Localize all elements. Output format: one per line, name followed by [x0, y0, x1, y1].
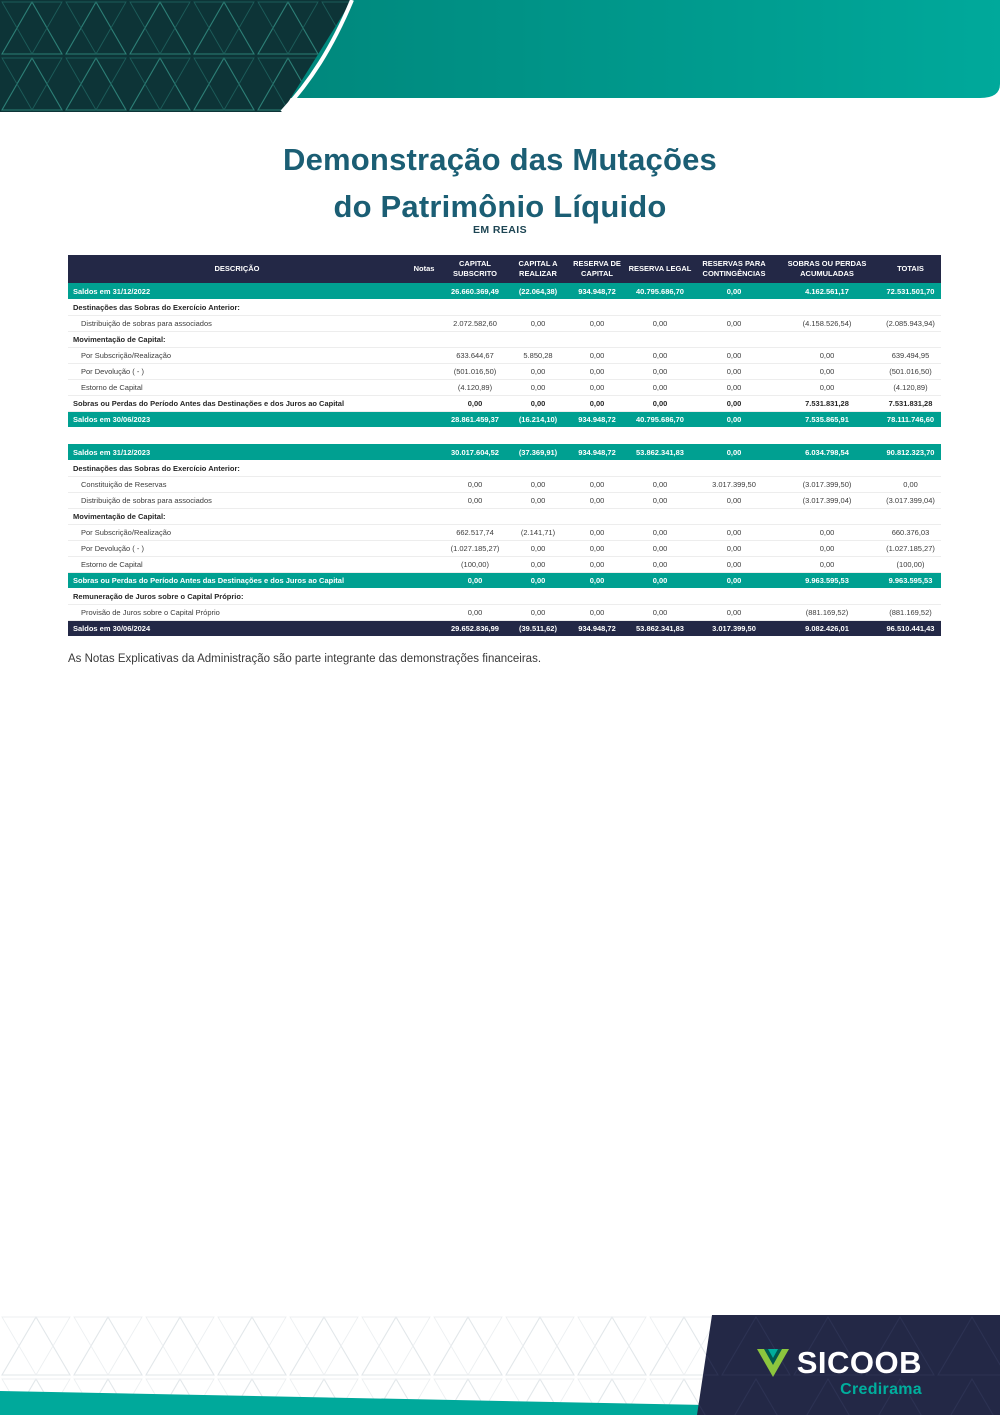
row-description: Por Devolução ( - ) — [81, 543, 144, 553]
value-cell: 53.862.341,83 — [626, 620, 694, 636]
table-row — [68, 315, 941, 331]
nota-cell — [406, 444, 442, 460]
value-cell: 660.376,03 — [891, 527, 930, 537]
value-cell: 0,00 — [530, 559, 546, 569]
value-cell: 29.652.836,99 — [442, 620, 508, 636]
page-title-line2: do Patrimônio Líquido — [333, 189, 667, 224]
value-cell: 0,00 — [530, 543, 546, 553]
value-cell: 0,00 — [819, 366, 835, 376]
sicoob-logo — [756, 1347, 922, 1399]
value-cell: 0,00 — [467, 479, 483, 489]
footer-decoration-band — [0, 1315, 1000, 1415]
nota-cell — [406, 299, 442, 315]
value-cell: 0,00 — [530, 607, 546, 617]
value-cell: 0,00 — [467, 398, 483, 408]
nota-cell — [406, 315, 442, 331]
value-cell: (4.158.526,54) — [802, 318, 852, 328]
value-cell: 28.861.459,37 — [442, 411, 508, 427]
value-cell: (39.511,62) — [508, 620, 568, 636]
value-cell: 0,00 — [819, 527, 835, 537]
value-cell: 0,00 — [530, 382, 546, 392]
row-description: Estorno de Capital — [81, 382, 143, 392]
nota-cell — [406, 556, 442, 572]
value-cell: 0,00 — [589, 543, 605, 553]
value-cell: (881.169,52) — [889, 607, 932, 617]
value-cell: (1.027.185,27) — [886, 543, 935, 553]
value-cell: 0,00 — [530, 495, 546, 505]
row-description: Saldos em 31/12/2023 — [68, 444, 406, 460]
table-row — [68, 444, 941, 460]
table-row — [68, 476, 941, 492]
value-cell: 633.644,67 — [456, 350, 494, 360]
value-cell: 7.535.865,91 — [774, 411, 880, 427]
value-cell: 3.017.399,50 — [712, 479, 756, 489]
value-cell — [694, 508, 774, 524]
value-cell: 0,00 — [589, 350, 605, 360]
value-cell: (16.214,10) — [508, 411, 568, 427]
nota-cell — [406, 604, 442, 620]
table-row — [68, 572, 941, 588]
value-cell — [880, 299, 941, 315]
value-cell: 0,00 — [508, 572, 568, 588]
table-row — [68, 556, 941, 572]
value-cell — [880, 508, 941, 524]
value-cell: 0,00 — [652, 398, 668, 408]
value-cell: 0,00 — [652, 607, 668, 617]
table-row — [68, 588, 941, 604]
value-cell: 934.948,72 — [568, 620, 626, 636]
value-cell: (100,00) — [461, 559, 489, 569]
value-cell: 7.531.831,28 — [888, 398, 933, 408]
value-cell: 0,00 — [819, 559, 835, 569]
value-cell: 40.795.686,70 — [626, 283, 694, 299]
row-description: Estorno de Capital — [81, 559, 143, 569]
value-cell: 0,00 — [819, 382, 835, 392]
table-body — [68, 283, 941, 636]
nota-cell — [406, 620, 442, 636]
value-cell — [508, 460, 568, 476]
value-cell: 0,00 — [694, 572, 774, 588]
table-row — [68, 460, 941, 476]
row-description: Destinações das Sobras do Exercício Anterior: — [73, 302, 240, 312]
value-cell: 9.963.595,53 — [774, 572, 880, 588]
table-row — [68, 540, 941, 556]
equity-statement-table — [68, 255, 941, 636]
footnote: As Notas Explicativas da Administração são parte integrante das demonstrações financeiras. — [68, 653, 542, 665]
value-cell — [626, 508, 694, 524]
value-cell: 0,00 — [726, 398, 742, 408]
value-cell: 0,00 — [589, 318, 605, 328]
value-cell: 26.660.369,49 — [442, 283, 508, 299]
column-header: RESERVA DE CAPITAL — [568, 255, 626, 283]
page-subtitle: EM REAIS — [473, 224, 527, 236]
value-cell — [774, 508, 880, 524]
column-header: DESCRIÇÃO — [68, 255, 406, 283]
value-cell: (4.120,89) — [457, 382, 493, 392]
sicoob-logo-icon — [756, 1348, 790, 1378]
value-cell: 0,00 — [726, 318, 742, 328]
spacer-cell — [68, 427, 941, 444]
value-cell: (4.120,89) — [893, 382, 928, 392]
nota-cell — [406, 540, 442, 556]
value-cell: (881.169,52) — [805, 607, 849, 617]
value-cell — [774, 331, 880, 347]
value-cell — [694, 299, 774, 315]
nota-cell — [406, 476, 442, 492]
value-cell: 0,00 — [589, 527, 605, 537]
value-cell: 0,00 — [589, 495, 605, 505]
row-description: Sobras ou Perdas do Período Antes das Destinações e dos Juros ao Capital — [73, 398, 345, 408]
value-cell: 0,00 — [726, 607, 742, 617]
value-cell: 90.812.323,70 — [880, 444, 941, 460]
page-title-line1: Demonstração das Mutações — [283, 142, 717, 177]
value-cell — [508, 508, 568, 524]
row-description: Por Devolução ( - ) — [81, 366, 144, 376]
row-description: Movimentação de Capital: — [73, 334, 166, 344]
row-description: Saldos em 31/12/2022 — [68, 283, 406, 299]
value-cell: 0,00 — [726, 350, 742, 360]
row-description: Constituição de Reservas — [81, 479, 167, 489]
value-cell — [442, 299, 508, 315]
value-cell — [880, 331, 941, 347]
value-cell — [626, 299, 694, 315]
value-cell: 0,00 — [589, 366, 605, 376]
table-row — [68, 620, 941, 636]
nota-cell — [406, 524, 442, 540]
value-cell: 0,00 — [652, 527, 668, 537]
row-description: Saldos em 30/06/2024 — [68, 620, 406, 636]
value-cell: 30.017.604,52 — [442, 444, 508, 460]
value-cell: 0,00 — [652, 543, 668, 553]
value-cell: 3.017.399,50 — [694, 620, 774, 636]
value-cell — [626, 460, 694, 476]
value-cell: 0,00 — [652, 382, 668, 392]
header-band-graphic — [0, 0, 1000, 112]
credirama-logo-text: Credirama — [840, 1381, 922, 1398]
table-row — [68, 524, 941, 540]
column-header: CAPITAL A REALIZAR — [508, 255, 568, 283]
value-cell: 9.963.595,53 — [880, 572, 941, 588]
value-cell — [568, 331, 626, 347]
value-cell: 0,00 — [652, 479, 668, 489]
value-cell — [442, 460, 508, 476]
value-cell: 4.162.561,17 — [774, 283, 880, 299]
value-cell — [880, 460, 941, 476]
value-cell — [880, 588, 941, 604]
value-cell: 0,00 — [726, 366, 742, 376]
value-cell: 96.510.441,43 — [880, 620, 941, 636]
value-cell: 0,00 — [530, 479, 546, 489]
value-cell: 0,00 — [652, 559, 668, 569]
value-cell: 0,00 — [467, 495, 483, 505]
row-description: Destinações das Sobras do Exercício Anterior: — [73, 463, 240, 473]
table-row — [68, 299, 941, 315]
value-cell: (3.017.399,04) — [802, 495, 852, 505]
table-row — [68, 411, 941, 427]
value-cell: 7.531.831,28 — [805, 398, 849, 408]
table-header — [68, 255, 941, 283]
nota-cell — [406, 395, 442, 411]
value-cell: 9.082.426,01 — [774, 620, 880, 636]
nota-cell — [406, 492, 442, 508]
value-cell — [694, 331, 774, 347]
value-cell: 0,00 — [726, 543, 742, 553]
value-cell: (3.017.399,04) — [886, 495, 935, 505]
table-row — [68, 331, 941, 347]
value-cell: (22.064,38) — [508, 283, 568, 299]
value-cell: 0,00 — [819, 350, 835, 360]
value-cell: 0,00 — [652, 318, 668, 328]
page-title — [0, 136, 1000, 230]
value-cell: 662.517,74 — [456, 527, 494, 537]
value-cell: 0,00 — [568, 572, 626, 588]
value-cell: 0,00 — [726, 382, 742, 392]
row-description: Movimentação de Capital: — [73, 511, 166, 521]
row-description: Por Subscrição/Realização — [81, 527, 172, 537]
nota-cell — [406, 460, 442, 476]
value-cell — [774, 588, 880, 604]
value-cell: 5.850,28 — [523, 350, 553, 360]
value-cell: 0,00 — [589, 382, 605, 392]
value-cell — [508, 299, 568, 315]
nota-cell — [406, 588, 442, 604]
row-description: Provisão de Juros sobre o Capital Próprio — [81, 607, 220, 617]
value-cell: 0,00 — [652, 366, 668, 376]
table-row — [68, 604, 941, 620]
nota-cell — [406, 508, 442, 524]
value-cell: 0,00 — [589, 398, 605, 408]
table-row — [68, 492, 941, 508]
value-cell: 2.072.582,60 — [453, 318, 497, 328]
value-cell — [568, 508, 626, 524]
value-cell: 0,00 — [626, 572, 694, 588]
value-cell: 0,00 — [726, 495, 742, 505]
value-cell: 40.795.686,70 — [626, 411, 694, 427]
table-header-row — [68, 255, 941, 283]
column-header: Notas — [406, 255, 442, 283]
value-cell — [694, 460, 774, 476]
value-cell: 6.034.798,54 — [774, 444, 880, 460]
value-cell: (100,00) — [896, 559, 925, 569]
value-cell — [774, 299, 880, 315]
value-cell — [626, 588, 694, 604]
table-row — [68, 379, 941, 395]
row-description: Distribuição de sobras para associados — [81, 318, 212, 328]
value-cell — [694, 588, 774, 604]
value-cell: (501.016,50) — [889, 366, 932, 376]
value-cell — [568, 299, 626, 315]
value-cell: 78.111.746,60 — [880, 411, 941, 427]
column-header: RESERVA LEGAL — [626, 255, 694, 283]
value-cell — [568, 460, 626, 476]
value-cell: (2.141,71) — [520, 527, 556, 537]
row-description: Por Subscrição/Realização — [81, 350, 172, 360]
value-cell: (37.369,91) — [508, 444, 568, 460]
value-cell: 0,00 — [819, 543, 835, 553]
column-header: CAPITAL SUBSCRITO — [442, 255, 508, 283]
value-cell: 639.494,95 — [891, 350, 930, 360]
row-description: Saldos em 30/06/2023 — [68, 411, 406, 427]
value-cell: 0,00 — [589, 479, 605, 489]
table-row — [68, 427, 941, 444]
value-cell: 0,00 — [467, 607, 483, 617]
value-cell: 0,00 — [442, 572, 508, 588]
value-cell — [774, 460, 880, 476]
value-cell: 0,00 — [530, 318, 546, 328]
value-cell — [442, 508, 508, 524]
value-cell — [568, 588, 626, 604]
nota-cell — [406, 331, 442, 347]
value-cell: 0,00 — [726, 559, 742, 569]
column-header: TOTAIS — [880, 255, 941, 283]
nota-cell — [406, 347, 442, 363]
value-cell — [626, 331, 694, 347]
value-cell: 0,00 — [530, 398, 546, 408]
value-cell — [442, 331, 508, 347]
value-cell — [442, 588, 508, 604]
nota-cell — [406, 283, 442, 299]
value-cell: 0,00 — [694, 283, 774, 299]
value-cell: 0,00 — [694, 444, 774, 460]
value-cell: 0,00 — [652, 350, 668, 360]
value-cell — [508, 588, 568, 604]
value-cell: 0,00 — [589, 607, 605, 617]
value-cell: (501.016,50) — [453, 366, 497, 376]
value-cell: 0,00 — [589, 559, 605, 569]
table-row — [68, 363, 941, 379]
table-row — [68, 283, 941, 299]
nota-cell — [406, 572, 442, 588]
value-cell: (2.085.943,94) — [886, 318, 935, 328]
value-cell: (3.017.399,50) — [802, 479, 852, 489]
value-cell: 53.862.341,83 — [626, 444, 694, 460]
row-description: Remuneração de Juros sobre o Capital Próprio: — [73, 591, 244, 601]
header-decoration-band — [0, 0, 1000, 112]
value-cell: (1.027.185,27) — [450, 543, 500, 553]
table-row — [68, 395, 941, 411]
value-cell: 0,00 — [530, 366, 546, 376]
row-description: Distribuição de sobras para associados — [81, 495, 212, 505]
table-row — [68, 508, 941, 524]
nota-cell — [406, 363, 442, 379]
nota-cell — [406, 411, 442, 427]
value-cell: 934.948,72 — [568, 444, 626, 460]
value-cell: 0,00 — [652, 495, 668, 505]
table-row — [68, 347, 941, 363]
sicoob-logo-text: SICOOB — [796, 1345, 922, 1380]
value-cell: 0,00 — [903, 479, 918, 489]
value-cell: 934.948,72 — [568, 283, 626, 299]
value-cell: 72.531.501,70 — [880, 283, 941, 299]
value-cell — [508, 331, 568, 347]
nota-cell — [406, 379, 442, 395]
row-description: Sobras ou Perdas do Período Antes das Destinações e dos Juros ao Capital — [68, 572, 406, 588]
column-header: SOBRAS OU PERDAS ACUMULADAS — [774, 255, 880, 283]
value-cell: 934.948,72 — [568, 411, 626, 427]
value-cell: 0,00 — [726, 527, 742, 537]
column-header: RESERVAS PARA CONTINGÊNCIAS — [694, 255, 774, 283]
value-cell: 0,00 — [694, 411, 774, 427]
